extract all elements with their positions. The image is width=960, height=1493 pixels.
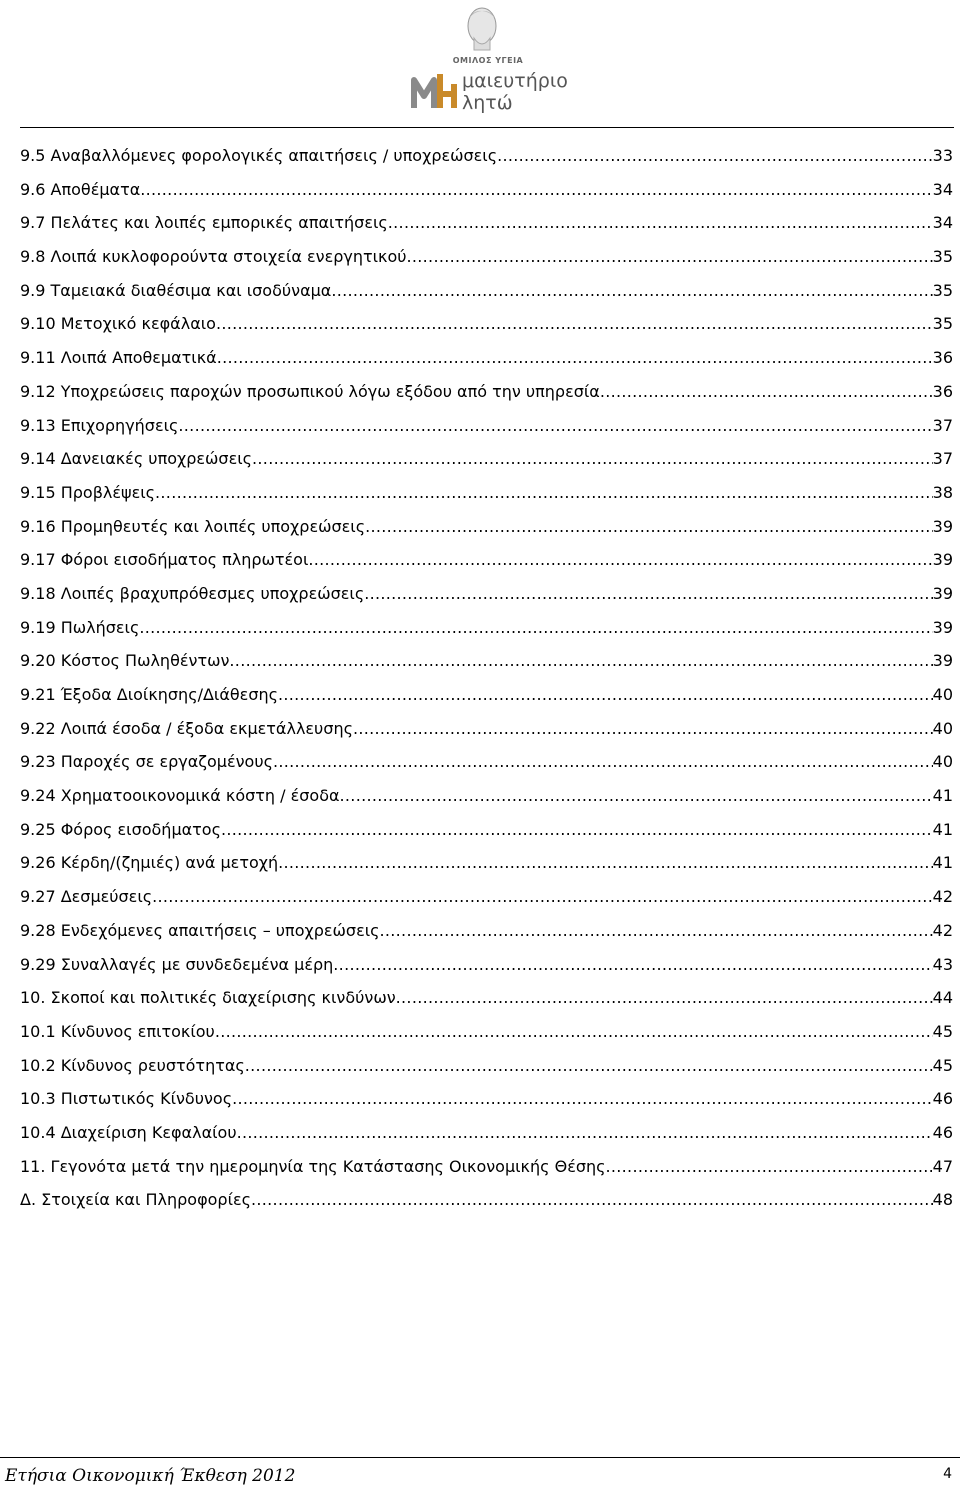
toc-entry-label: 9.19 Πωλήσεις (20, 617, 140, 637)
toc-entry-label: 9.25 Φόρος εισοδήματος (20, 819, 221, 839)
toc-entry-page: 48 (932, 1190, 953, 1210)
toc-leader-dots (278, 853, 933, 872)
toc-entry[interactable] (20, 685, 953, 719)
toc-entry-page: 36 (932, 381, 953, 401)
toc-entry[interactable] (20, 146, 953, 180)
toc-entry-page: 41 (932, 853, 953, 873)
toc-leader-dots (232, 1089, 933, 1108)
toc-leader-dots (380, 921, 933, 940)
toc-entry[interactable] (20, 618, 953, 652)
toc-entry-label: 9.13 Επιχορηγήσεις (20, 415, 179, 435)
toc-entry-page: 37 (932, 449, 953, 469)
toc-entry-label: 9.11 Λοιπά Αποθεματικά (20, 348, 217, 368)
toc-leader-dots (216, 314, 933, 333)
toc-leader-dots (340, 786, 933, 805)
toc-entry-page: 40 (932, 718, 953, 738)
toc-entry[interactable] (20, 1157, 953, 1191)
toc-entry-page: 42 (932, 887, 953, 907)
toc-entry[interactable] (20, 887, 953, 921)
toc-entry[interactable] (20, 382, 953, 416)
toc-entry[interactable] (20, 213, 953, 247)
toc-entry[interactable] (20, 483, 953, 517)
toc-entry-label: 9.14 Δανειακές υποχρεώσεις (20, 449, 253, 469)
toc-entry[interactable] (20, 281, 953, 315)
header-divider (20, 127, 954, 128)
toc-leader-dots (217, 348, 933, 367)
toc-entry-page: 46 (932, 1122, 953, 1142)
footer-divider (0, 1457, 960, 1458)
brand-name-line1: μαιευτήριο (462, 70, 568, 92)
brand-name-line2: λητώ (462, 92, 513, 114)
toc-entry-page: 42 (932, 920, 953, 940)
toc-leader-dots (152, 887, 933, 906)
toc-entry-label: 9.26 Κέρδη/(ζημιές) ανά μετοχή (20, 853, 279, 873)
toc-leader-dots (388, 213, 933, 232)
toc-leader-dots (365, 517, 933, 536)
toc-entry-label: 10.3 Πιστωτικός Κίνδυνος (20, 1089, 233, 1109)
toc-entry-label: 9.5 Αναβαλλόμενες φορολογικές απαιτήσεις / υποχρεώσεις (20, 146, 498, 165)
toc-entry-label: 9.27 Δεσμεύσεις (20, 887, 153, 907)
toc-leader-dots (331, 281, 932, 300)
toc-entry-label: 9.7 Πελάτες και λοιπές εμπορικές απαιτήσεις (20, 213, 388, 233)
toc-leader-dots (497, 146, 933, 165)
toc-entry[interactable] (20, 752, 953, 786)
toc-entry-label: 9.9 Ταμειακά διαθέσιμα και ισοδύναμα (20, 280, 332, 300)
toc-entry[interactable] (20, 651, 953, 685)
toc-leader-dots (273, 752, 933, 771)
toc-leader-dots (606, 1157, 933, 1176)
toc-entry-page: 33 (932, 146, 953, 165)
footer-title: Ετήσια Οικονομική Έκθεση 2012 (5, 1466, 296, 1486)
toc-entry[interactable] (20, 1022, 953, 1056)
toc-entry[interactable] (20, 719, 953, 753)
toc-entry[interactable] (20, 786, 953, 820)
toc-entry[interactable] (20, 180, 953, 214)
toc-entry-label: 10. Σκοποί και πολιτικές διαχείρισης κινδύνων (20, 988, 396, 1008)
toc-entry-label: 9.15 Προβλέψεις (20, 482, 156, 502)
toc-entry-page: 36 (932, 348, 953, 368)
toc-entry-page: 41 (932, 786, 953, 806)
toc-entry-page: 45 (932, 1021, 953, 1041)
toc-entry-page: 37 (932, 415, 953, 435)
toc-entry-label: 10.4 Διαχείριση Κεφαλαίου (20, 1122, 237, 1142)
toc-entry-label: 9.20 Κόστος Πωληθέντων (20, 651, 230, 671)
toc-entry[interactable] (20, 853, 953, 887)
toc-leader-dots (333, 955, 932, 974)
toc-leader-dots (215, 1022, 933, 1041)
toc-entry-label: 9.18 Λοιπές βραχυπρόθεσμες υποχρεώσεις (20, 583, 365, 603)
toc-entry-page: 41 (932, 819, 953, 839)
toc-entry[interactable] (20, 988, 953, 1022)
toc-leader-dots (229, 651, 932, 670)
toc-entry-label: 11. Γεγονότα μετά την ημερομηνία της Κατάστασης Οικονομικής Θέσης (20, 1156, 606, 1176)
toc-entry[interactable] (20, 1089, 953, 1123)
toc-entry-page: 39 (932, 651, 953, 671)
toc-entry-page: 44 (932, 988, 953, 1008)
toc-entry[interactable] (20, 820, 953, 854)
toc-entry[interactable] (20, 449, 953, 483)
toc-entry-label: 9.21 Έξοδα Διοίκησης/Διάθεσης (20, 685, 278, 704)
brand-mark-icon (410, 70, 458, 114)
toc-entry[interactable] (20, 1190, 953, 1224)
table-of-contents (20, 146, 953, 1224)
toc-entry[interactable] (20, 416, 953, 450)
toc-entry-label: 9.24 Χρηματοοικονομικά κόστη / έσοδα (20, 786, 340, 806)
toc-entry-label: 9.28 Ενδεχόμενες απαιτήσεις – υποχρεώσεις (20, 920, 380, 940)
toc-leader-dots (308, 550, 932, 569)
toc-entry-page: 35 (932, 314, 953, 334)
toc-leader-dots (407, 247, 933, 266)
toc-leader-dots (252, 449, 933, 468)
toc-leader-dots (237, 1123, 933, 1142)
toc-entry-label: 9.12 Υποχρεώσεις παροχών προσωπικού λόγω εξόδου από την υπηρεσία (20, 381, 600, 401)
toc-entry[interactable] (20, 550, 953, 584)
toc-entry-label: Δ. Στοιχεία και Πληροφορίες (20, 1190, 252, 1210)
toc-leader-dots (278, 685, 933, 704)
toc-entry-label: 9.10 Μετοχικό κεφάλαιο (20, 314, 216, 334)
toc-entry-page: 35 (932, 247, 953, 267)
toc-entry[interactable] (20, 1056, 953, 1090)
toc-entry-label: 9.23 Παροχές σε εργαζομένους (20, 752, 273, 772)
toc-entry-page: 40 (932, 685, 953, 704)
toc-leader-dots (364, 584, 932, 603)
toc-entry-page: 34 (932, 213, 953, 233)
toc-entry-page: 45 (932, 1055, 953, 1075)
toc-entry-page: 39 (932, 516, 953, 536)
toc-entry-label: 9.16 Προμηθευτές και λοιπές υποχρεώσεις (20, 516, 366, 536)
page-number: 4 (943, 1466, 952, 1482)
toc-leader-dots (251, 1190, 933, 1209)
toc-entry[interactable] (20, 517, 953, 551)
toc-leader-dots (178, 416, 932, 435)
toc-entry-label: 9.22 Λοιπά έσοδα / έξοδα εκμετάλλευσης (20, 718, 353, 738)
toc-entry[interactable] (20, 921, 953, 955)
toc-entry[interactable] (20, 584, 953, 618)
toc-entry[interactable] (20, 348, 953, 382)
toc-entry-page: 40 (932, 752, 953, 772)
toc-leader-dots (396, 988, 933, 1007)
toc-leader-dots (139, 618, 932, 637)
toc-leader-dots (600, 382, 933, 401)
toc-leader-dots (353, 719, 933, 738)
toc-entry-page: 39 (932, 550, 953, 570)
toc-entry[interactable] (20, 314, 953, 348)
statue-head-icon (452, 4, 512, 54)
toc-entry-page: 39 (932, 617, 953, 637)
toc-entry-page: 35 (932, 280, 953, 300)
toc-entry-label: 10.2 Κίνδυνος ρευστότητας (20, 1055, 245, 1075)
toc-entry-page: 43 (932, 954, 953, 974)
toc-leader-dots (140, 180, 932, 199)
toc-entry-page: 47 (932, 1156, 953, 1176)
toc-entry-label: 9.8 Λοιπά κυκλοφορούντα στοιχεία ενεργητικού (20, 247, 407, 267)
toc-entry-label: 9.17 Φόροι εισοδήματος πληρωτέοι (20, 550, 309, 570)
toc-entry-page: 39 (932, 583, 953, 603)
toc-entry[interactable] (20, 247, 953, 281)
toc-entry-label: 9.29 Συναλλαγές με συνδεδεμένα μέρη (20, 954, 334, 974)
toc-leader-dots (245, 1056, 933, 1075)
toc-leader-dots (155, 483, 933, 502)
toc-entry-label: 10.1 Κίνδυνος επιτοκίου (20, 1021, 215, 1041)
toc-leader-dots (221, 820, 933, 839)
toc-entry-page: 38 (932, 482, 953, 502)
toc-entry-page: 34 (932, 179, 953, 199)
company-logo (410, 4, 568, 116)
toc-entry[interactable] (20, 1123, 953, 1157)
toc-entry-page: 46 (932, 1089, 953, 1109)
toc-entry[interactable] (20, 955, 953, 989)
group-text: ΟΜΙΛΟΣ ΥΓΕΙΑ (452, 56, 524, 65)
toc-entry-label: 9.6 Αποθέματα (20, 179, 141, 199)
